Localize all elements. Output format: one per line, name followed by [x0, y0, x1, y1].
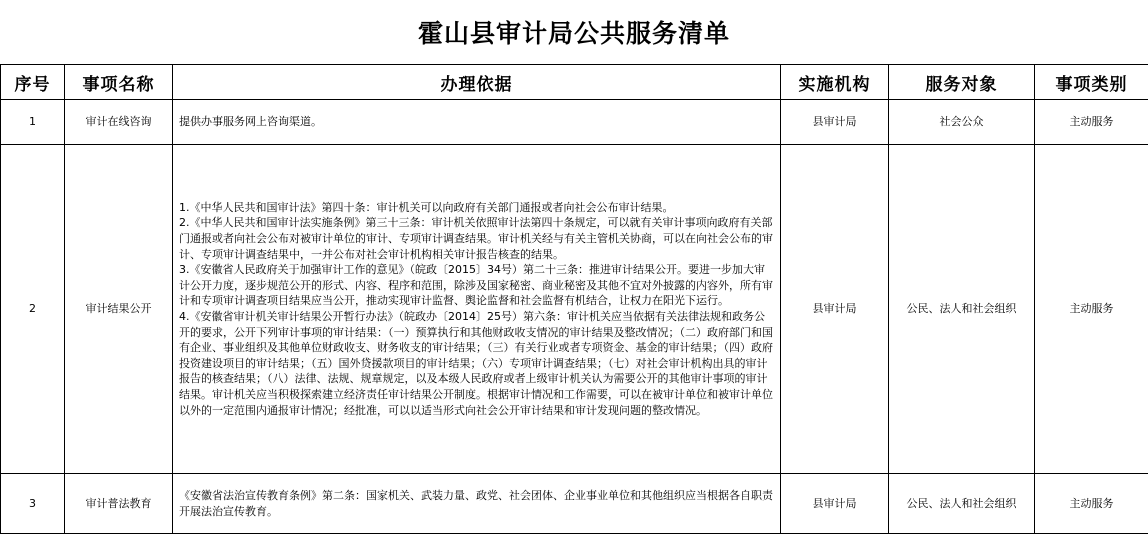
header-basis: 办理依据	[173, 65, 781, 100]
header-category: 事项类别	[1035, 65, 1148, 100]
cell-no: 1	[1, 100, 65, 145]
basis-paragraph: 1.《中华人民共和国审计法》第四十条：审计机关可以向政府有关部门通报或者向社会公布审计结果。	[179, 200, 674, 214]
cell-target: 社会公众	[889, 100, 1035, 145]
cell-basis	[173, 145, 781, 474]
basis-paragraph: 3.《安徽省人民政府关于加强审计工作的意见》（皖政〔2015〕34号）第二十三条：推进审计结果公开。要进一步加大审计公开力度，逐步规范公开的形式、内容、程序和范围，除涉及国家秘密、商业秘密及其他不宜对外披露的内容外，所有审计和专项审计调查项目结果应当公开，推动实现审计监督、舆论监督和社会监督有机结合，让权力在阳光下运行。	[179, 263, 773, 308]
cell-category: 主动服务	[1035, 474, 1148, 534]
table-header-row	[1, 65, 1148, 100]
cell-target: 公民、法人和社会组织	[889, 474, 1035, 534]
header-no: 序号	[1, 65, 65, 100]
cell-agency: 县审计局	[781, 145, 889, 474]
header-agency: 实施机构	[781, 65, 889, 100]
cell-target: 公民、法人和社会组织	[889, 145, 1035, 474]
header-name: 事项名称	[65, 65, 173, 100]
cell-name: 审计在线咨询	[65, 100, 173, 145]
cell-no: 2	[1, 145, 65, 474]
basis-paragraph: 4.《安徽省审计机关审计结果公开暂行办法》（皖政办〔2014〕25号）第六条：审计机关应当依据有关法律法规和政务公开的要求，公开下列审计事项的审计结果：（一）预算执行和其他财政收支情况的审计结果及整改情况；（二）政府部门和国有企业、事业组织及其他单位财政收支、财务收支的审计结果；（三）有关行业或者专项资金、基金的审计结果；（四）政府投资建设项目的审计结果；（五）国外贷援款项目的审计结果；（六）专项审计调查结果；（七）对社会审计机构出具的审计报告的核查结果；（八）法律、法规、规章规定，以及本级人民政府或者上级审计机关认为需要公开的其他审计事项的审计结果。审计机关应当积极探索建立经济责任审计结果公开制度。根据审计情况和工作需要，可以在被审计单位和被审计单位以外的一定范围内通报审计情况；经批准，可以以适当形式向社会公开审计结果和审计发现问题的整改情况。	[179, 310, 773, 417]
cell-basis	[173, 100, 781, 145]
basis-paragraph: 2.《中华人民共和国审计法实施条例》第三十三条：审计机关依照审计法第四十条规定，可以就有关审计事项向政府有关部门通报或者向社会公布对被审计单位的审计、专项审计调查结果。审计机关经与有关主管机关协商，可以在向社会公布的审计、专项审计调查结果中，一并公布对社会审计机构相关审计报告核查的结果。	[179, 216, 773, 261]
table-row	[1, 145, 1148, 474]
cell-name: 审计普法教育	[65, 474, 173, 534]
table-row	[1, 474, 1148, 534]
header-target: 服务对象	[889, 65, 1035, 100]
service-list-table	[0, 64, 1148, 534]
cell-name: 审计结果公开	[65, 145, 173, 474]
cell-basis	[173, 474, 781, 534]
page-title: 霍山县审计局公共服务清单	[417, 19, 730, 48]
cell-no: 3	[1, 474, 65, 534]
cell-category: 主动服务	[1035, 100, 1148, 145]
cell-agency: 县审计局	[781, 474, 889, 534]
cell-category: 主动服务	[1035, 145, 1148, 474]
basis-paragraph: 提供办事服务网上咨询渠道。	[179, 115, 322, 129]
cell-agency: 县审计局	[781, 100, 889, 145]
basis-paragraph: 《安徽省法治宣传教育条例》第二条：国家机关、武装力量、政党、社会团体、企业事业单位和其他组织应当根据各自职责开展法治宣传教育。	[179, 488, 773, 518]
table-row	[1, 100, 1148, 145]
